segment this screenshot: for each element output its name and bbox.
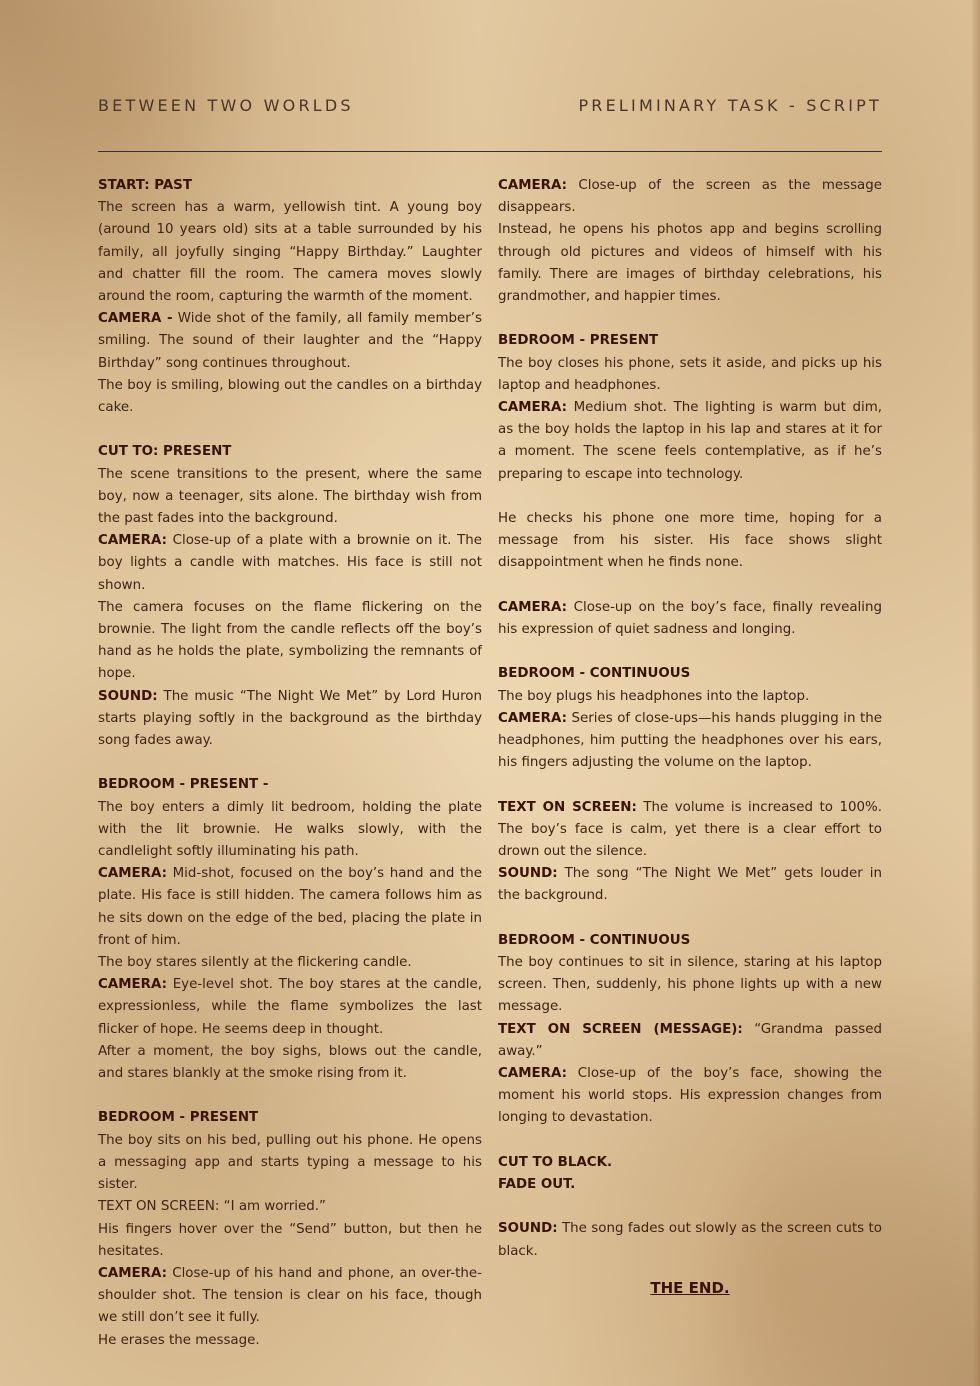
- document-subtitle: PRELIMINARY TASK - SCRIPT: [578, 96, 882, 115]
- script-direction: SOUND: The song fades out slowly as the screen cuts to black.: [498, 1221, 882, 1259]
- script-paragraph: The boy enters a dimly lit bedroom, holding the plate with the lit brownie. He walks slowly, with the candlelight softly illuminating his path.: [98, 799, 482, 860]
- header-divider: [98, 151, 882, 152]
- script-paragraph: The boy sits on his bed, pulling out his phone. He opens a messaging app and starts typing a message to his sister.: [98, 1132, 482, 1193]
- script-paragraph: The boy stares silently at the flickering candle.: [98, 955, 412, 971]
- scene-heading: FADE OUT.: [498, 1177, 576, 1193]
- script-paragraph: Instead, he opens his photos app and begins scrolling through old pictures and videos of himself with his family. There are images of birthday celebrations, his grandmother, and happier times.: [498, 222, 882, 305]
- page-edge-shadow: [972, 0, 980, 1386]
- script-direction: SOUND: The music “The Night We Met” by Lord Huron starts playing softly in the background as the birthday song fades away.: [98, 688, 482, 749]
- scene-heading: CUT TO: PRESENT: [98, 444, 232, 460]
- scene-heading: CUT TO BLACK.: [498, 1154, 613, 1170]
- spacer: [498, 308, 882, 330]
- script-direction: TEXT ON SCREEN: The volume is increased to 100%. The boy’s face is calm, yet there is a clear effort to drown out the silence.: [498, 799, 883, 860]
- script-paragraph: The boy is smiling, blowing out the candles on a birthday cake.: [98, 377, 482, 416]
- script-direction: CAMERA: Medium shot. The lighting is warm but dim, as the boy holds the laptop in his lap and stares at it for a moment. The scene feels contemplative, as if he’s preparing to escape into technology.: [498, 400, 882, 482]
- script-direction: CAMERA: Close-up of the screen as the message disappears.: [498, 178, 882, 216]
- script-direction: CAMERA: Close-up of his hand and phone, an over-the-shoulder shot. The tension is clear on his face, though we still don’t see it fully.: [98, 1265, 482, 1326]
- script-direction: TEXT ON SCREEN (MESSAGE): “Grandma passed away.”: [498, 1021, 882, 1059]
- script-direction: CAMERA: Mid-shot, focused on the boy’s hand and the plate. His face is still hidden. The camera follows him as he sits down on the edge of the bed, placing the plate in front of him.: [98, 866, 482, 948]
- script-direction: CAMERA - Wide shot of the family, all family member’s smiling. The sound of their laughter and the “Happy Birthday” song continues throughout.: [98, 311, 482, 371]
- scene-heading: BEDROOM - PRESENT: [98, 1110, 259, 1126]
- spacer: [98, 419, 482, 441]
- the-end-label: THE END.: [650, 1278, 730, 1297]
- scene-heading: BEDROOM - CONTINUOUS: [498, 932, 691, 948]
- script-direction: CAMERA: Eye-level shot. The boy stares at the candle, expressionless, while the flame symbolizes the last flicker of hope. He seems deep in thought.: [98, 977, 482, 1037]
- script-direction: CAMERA: Close-up on the boy’s face, finally revealing his expression of quiet sadness and longing.: [498, 599, 882, 638]
- script-direction: CAMERA: Series of close-ups—his hands plugging in the headphones, him putting the headphones over his ears, his fingers adjusting the volume on the laptop.: [498, 710, 882, 771]
- script-paragraph: The screen has a warm, yellowish tint. A young boy (around 10 years old) sits at a table surrounded by his family, all joyfully singing “Happy Birthday.” Laughter and chatter fill the room. The camera moves slowly around the room, capturing the warmth of the moment.: [98, 200, 482, 305]
- script-paragraph: The scene transitions to the present, where the same boy, now a teenager, sits alone. The birthday wish from the past fades into the background.: [98, 466, 482, 527]
- script-column-left: [98, 175, 482, 1352]
- script-direction: SOUND: The song “The Night We Met” gets louder in the background.: [498, 866, 882, 904]
- spacer: [498, 774, 882, 796]
- document-title: BETWEEN TWO WORLDS: [98, 96, 354, 115]
- spacer: [498, 486, 882, 508]
- spacer: [498, 1196, 882, 1218]
- script-direction: CAMERA: Close-up of a plate with a brownie on it. The boy lights a candle with matches. His face is still not shown.: [98, 533, 482, 593]
- script-paragraph: His fingers hover over the “Send” button, but then he hesitates.: [98, 1221, 482, 1259]
- script-paragraph: The camera focuses on the flame flickering on the brownie. The light from the candle reflects off the boy’s hand as he holds the plate, symbolizing the remnants of hope.: [98, 599, 482, 682]
- scene-heading: BEDROOM - PRESENT: [498, 333, 659, 349]
- script-paragraph: The boy plugs his headphones into the laptop.: [498, 688, 810, 704]
- page-header: [98, 96, 882, 118]
- script-paragraph: He erases the message.: [98, 1332, 260, 1348]
- scene-heading: BEDROOM - PRESENT -: [98, 777, 269, 793]
- script-paragraph: He checks his phone one more time, hoping for a message from his sister. His face shows slight disappointment when he finds none.: [498, 511, 882, 571]
- scene-heading: START: PAST: [98, 178, 192, 193]
- scene-heading: BEDROOM - CONTINUOUS: [498, 666, 691, 682]
- script-paragraph: After a moment, the boy sighs, blows out the candle, and stares blankly at the smoke rising from it.: [98, 1043, 482, 1082]
- script-paragraph: The boy continues to sit in silence, staring at his laptop screen. Then, suddenly, his phone lights up with a new message.: [498, 955, 882, 1015]
- spacer: [498, 575, 882, 597]
- script-direction: CAMERA: Close-up of the boy’s face, showing the moment his world stops. His expression changes from longing to devastation.: [498, 1066, 882, 1126]
- script-paragraph: The boy closes his phone, sets it aside, and picks up his laptop and headphones.: [498, 355, 882, 393]
- spacer: [498, 641, 882, 663]
- spacer: [98, 752, 482, 774]
- spacer: [498, 908, 882, 930]
- spacer: [498, 1130, 882, 1152]
- spacer: [98, 1085, 482, 1107]
- script-column-right: [498, 175, 882, 1299]
- script-paragraph: TEXT ON SCREEN: “I am worried.”: [98, 1199, 326, 1215]
